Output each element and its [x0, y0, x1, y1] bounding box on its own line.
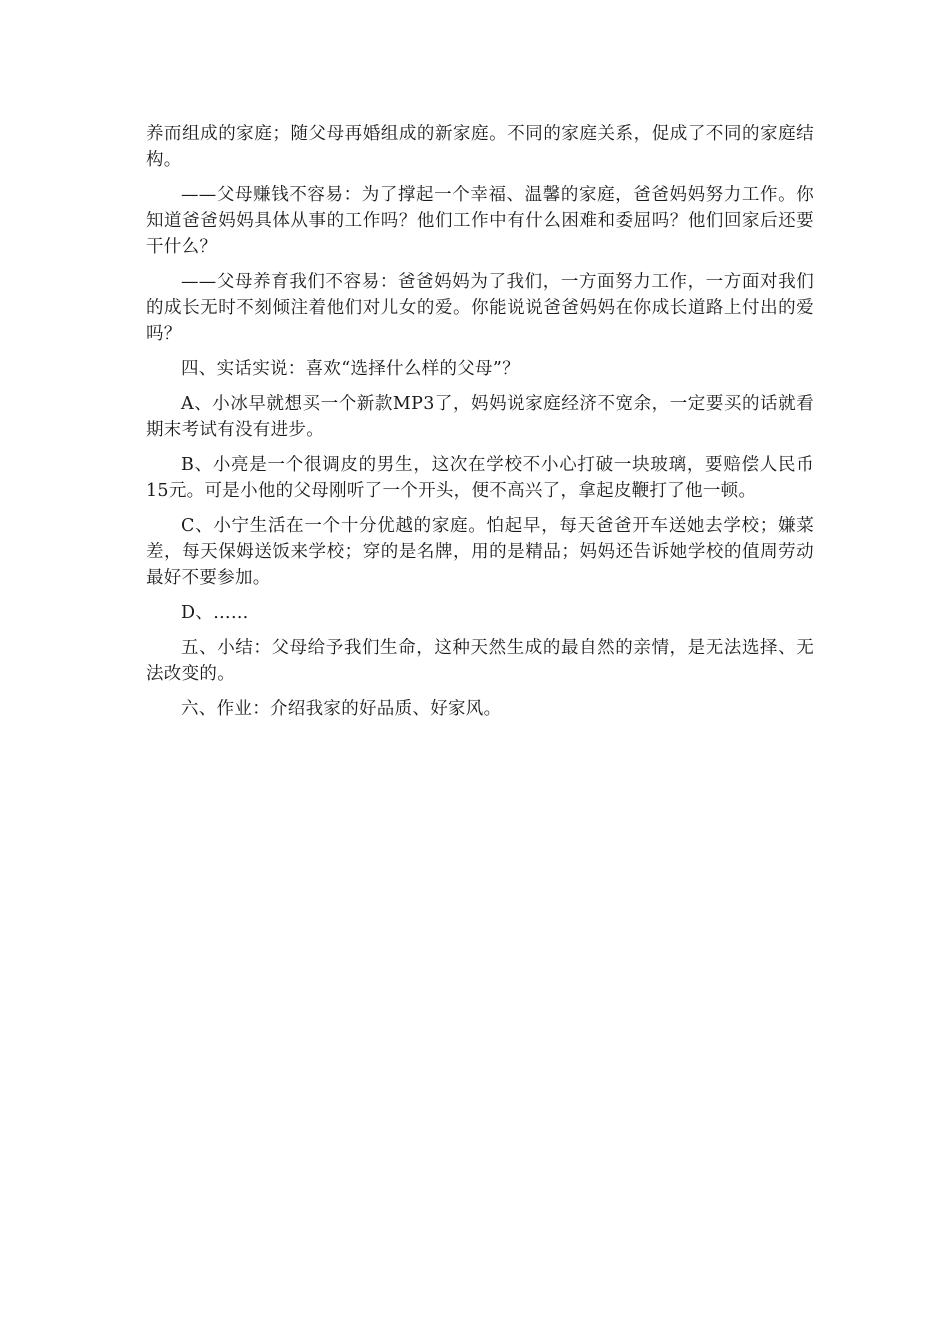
case-c: C、小宁生活在一个十分优越的家庭。怕起早，每天爸爸开车送她去学校；嫌菜差，每天保姆送饭来学校；穿的是名牌，用的是精品；妈妈还告诉她学校的值周劳动最好不要参加。	[146, 516, 814, 588]
paragraph-parents-earning: ——父母赚钱不容易：为了撑起一个幸福、温馨的家庭，爸爸妈妈努力工作。你知道爸爸妈妈具体从事的工作吗？他们工作中有什么困难和委屈吗？他们回家后还要干什么？	[146, 185, 814, 257]
document-body	[146, 121, 814, 731]
section-summary: 五、小结：父母给予我们生命，这种天然生成的最自然的亲情，是无法选择、无法改变的。	[146, 638, 814, 684]
paragraph-family-structure: 养而组成的家庭；随父母再婚组成的新家庭。不同的家庭关系，促成了不同的家庭结构。	[146, 124, 814, 170]
case-a: A、小冰早就想买一个新款MP3了，妈妈说家庭经济不宽余，一定要买的话就看期末考试有没有进步。	[146, 394, 814, 440]
paragraph-parents-raising: ——父母养育我们不容易：爸爸妈妈为了我们，一方面努力工作，一方面对我们的成长无时不刻倾注着他们对儿女的爱。你能说说爸爸妈妈在你成长道路上付出的爱吗？	[146, 272, 814, 344]
section-homework: 六、作业：介绍我家的好品质、好家风。	[181, 699, 502, 719]
case-d: D、……	[181, 603, 249, 623]
section-heading-4: 四、实话实说：喜欢“选择什么样的父母”？	[181, 359, 520, 379]
case-b: B、小亮是一个很调皮的男生，这次在学校不小心打破一块玻璃，要赔偿人民币15元。可是小他的父母刚听了一个开头，便不高兴了，拿起皮鞭打了他一顿。	[146, 455, 814, 501]
